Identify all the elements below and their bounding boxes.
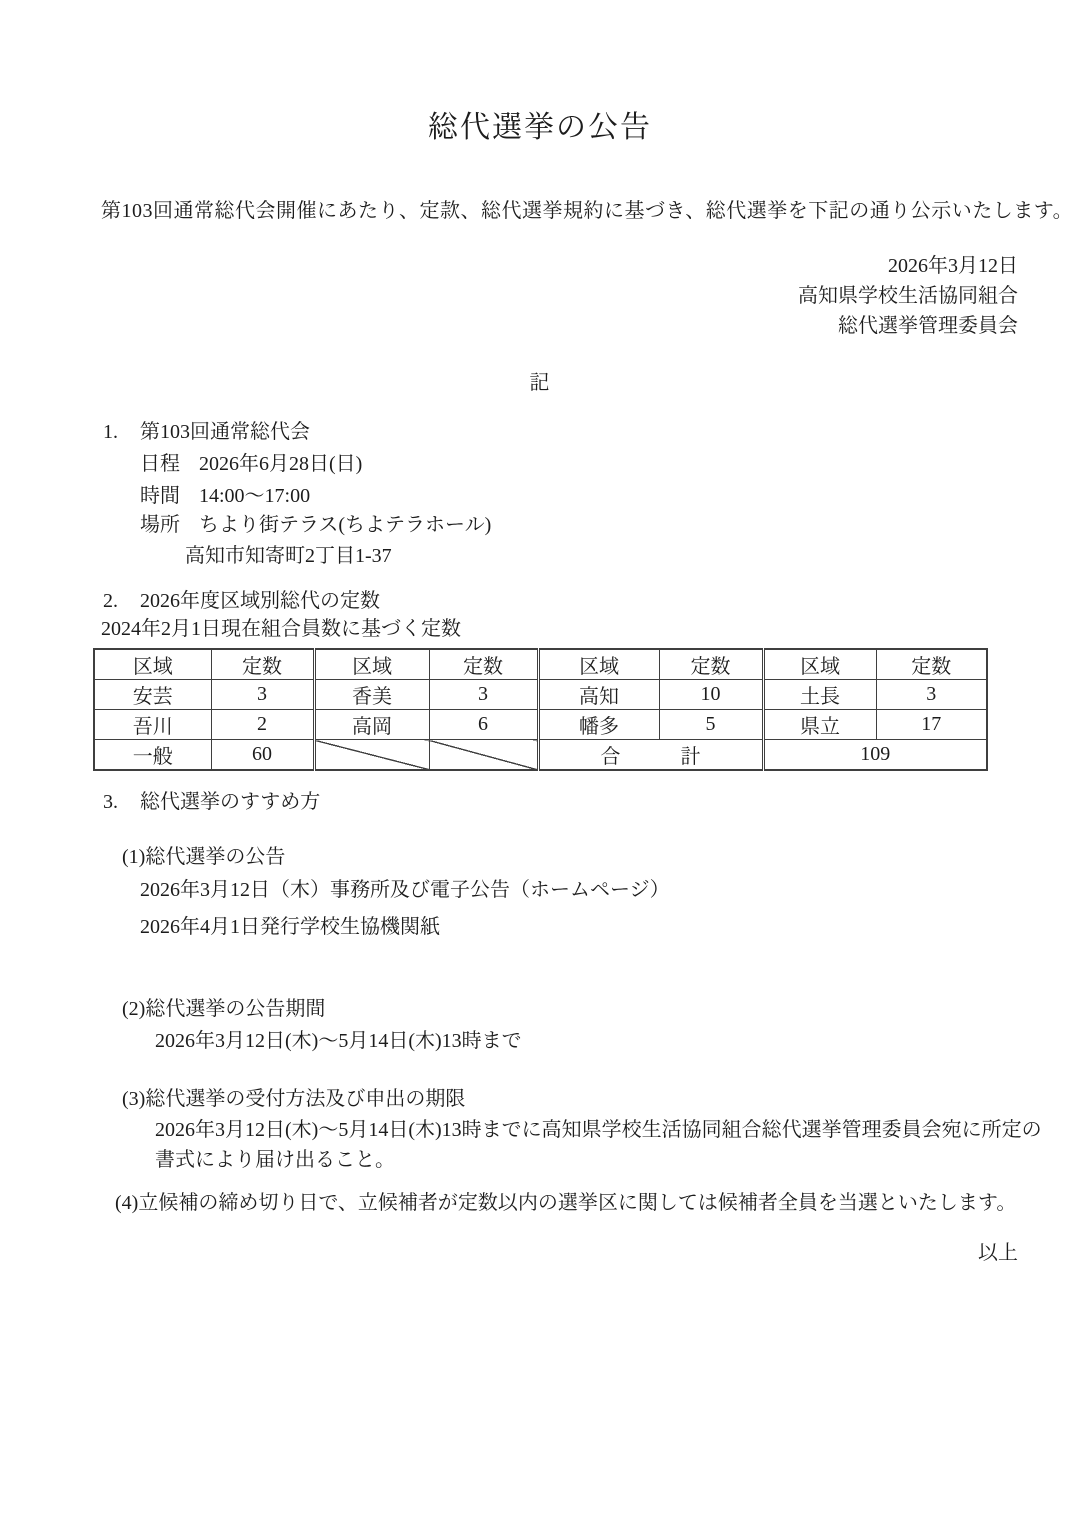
section3-heading: [103, 792, 320, 812]
quota-cell: 3: [211, 680, 314, 710]
col-header-region: 区域: [314, 649, 429, 680]
region-cell: 高岡: [314, 710, 429, 740]
issuer-committee: 総代選挙管理委員会: [838, 315, 1018, 337]
quota-table: [93, 648, 988, 771]
record-marker: 記: [529, 372, 551, 394]
issuer-block: [798, 251, 1018, 341]
total-label-cell: 合 計: [538, 740, 763, 771]
time-value: 14:00〜17:00: [199, 485, 311, 507]
region-cell: 高知: [538, 680, 659, 710]
item2-line: 2026年3月12日(木)〜5月14日(木)13時まで: [155, 1030, 522, 1052]
table-footer-row: [94, 740, 987, 771]
region-cell: 土長: [763, 680, 876, 710]
quota-cell: 3: [429, 680, 538, 710]
region-cell: 幡多: [538, 710, 659, 740]
quota-cell: 6: [429, 710, 538, 740]
item3-heading: (3)総代選挙の受付方法及び申出の期限: [122, 1088, 466, 1110]
col-header-quota: 定数: [429, 649, 538, 680]
table-header-row: [94, 649, 987, 680]
item1-heading: (1)総代選挙の公告: [122, 846, 286, 868]
quota-cell: 2: [211, 710, 314, 740]
date-label: 日程: [140, 453, 180, 475]
date-value: 2026年6月28日(日): [199, 453, 363, 475]
section1-heading: [103, 422, 310, 442]
item4-heading: (4)立候補の締め切り日で、立候補者が定数以内の選挙区に関しては候補者全員を当選といたします。: [115, 1192, 1017, 1214]
empty-diagonal-cell: [314, 740, 429, 771]
section1-time-line: [140, 486, 310, 506]
item1-line: 2026年4月1日発行学校生協機関紙: [140, 916, 440, 938]
region-cell: 県立: [763, 710, 876, 740]
total-value-cell: 109: [763, 740, 987, 771]
col-header-region: 区域: [94, 649, 211, 680]
section1-place-line: [140, 515, 491, 535]
col-header-region: 区域: [538, 649, 659, 680]
section1-address-line: 高知市知寄町2丁目1-37: [185, 545, 392, 567]
place-label: 場所: [140, 514, 180, 536]
quota-cell: 10: [659, 680, 763, 710]
table-row: [94, 710, 987, 740]
section2-heading: [103, 591, 380, 611]
intro-paragraph: 第103回通常総代会開催にあたり、定款、総代選挙規約に基づき、総代選挙を下記の通り公示いたします。: [101, 200, 1074, 222]
section3-number: 3.: [103, 791, 118, 813]
section1-date-line: [140, 454, 362, 474]
section3-title: 総代選挙のすすめ方: [140, 791, 321, 813]
place-value: ちより街テラス(ちよテラホール): [199, 514, 492, 536]
page-title: 総代選挙の公告: [428, 111, 652, 144]
section2-note: 2024年2月1日現在組合員数に基づく定数: [101, 618, 461, 640]
closing-marker: 以上: [978, 1242, 1018, 1264]
region-cell: 安芸: [94, 680, 211, 710]
section2-title: 2026年度区域別総代の定数: [140, 590, 380, 612]
quota-cell: 3: [876, 680, 987, 710]
col-header-quota: 定数: [211, 649, 314, 680]
region-cell: 香美: [314, 680, 429, 710]
issuer-organization: 高知県学校生活協同組合: [798, 285, 1018, 307]
quota-cell: 17: [876, 710, 987, 740]
col-header-region: 区域: [763, 649, 876, 680]
item1-line: 2026年3月12日（木）事務所及び電子公告（ホームページ）: [140, 879, 670, 901]
general-value-cell: 60: [211, 740, 314, 771]
item3-line: 2026年3月12日(木)〜5月14日(木)13時までに高知県学校生活協同組合総代選挙管理委員会宛に所定の: [155, 1119, 1042, 1141]
section1-title: 第103回通常総代会: [140, 421, 310, 443]
item2-heading: (2)総代選挙の公告期間: [122, 998, 326, 1020]
time-label: 時間: [140, 485, 180, 507]
empty-diagonal-cell: [429, 740, 538, 771]
quota-cell: 5: [659, 710, 763, 740]
col-header-quota: 定数: [876, 649, 987, 680]
quota-table-wrap: [93, 648, 988, 771]
section1-number: 1.: [103, 421, 118, 443]
issue-date: 2026年3月12日: [888, 255, 1018, 277]
col-header-quota: 定数: [659, 649, 763, 680]
general-label-cell: 一般: [94, 740, 211, 771]
region-cell: 吾川: [94, 710, 211, 740]
table-row: [94, 680, 987, 710]
item3-line: 書式により届け出ること。: [155, 1149, 395, 1171]
section2-number: 2.: [103, 590, 118, 612]
